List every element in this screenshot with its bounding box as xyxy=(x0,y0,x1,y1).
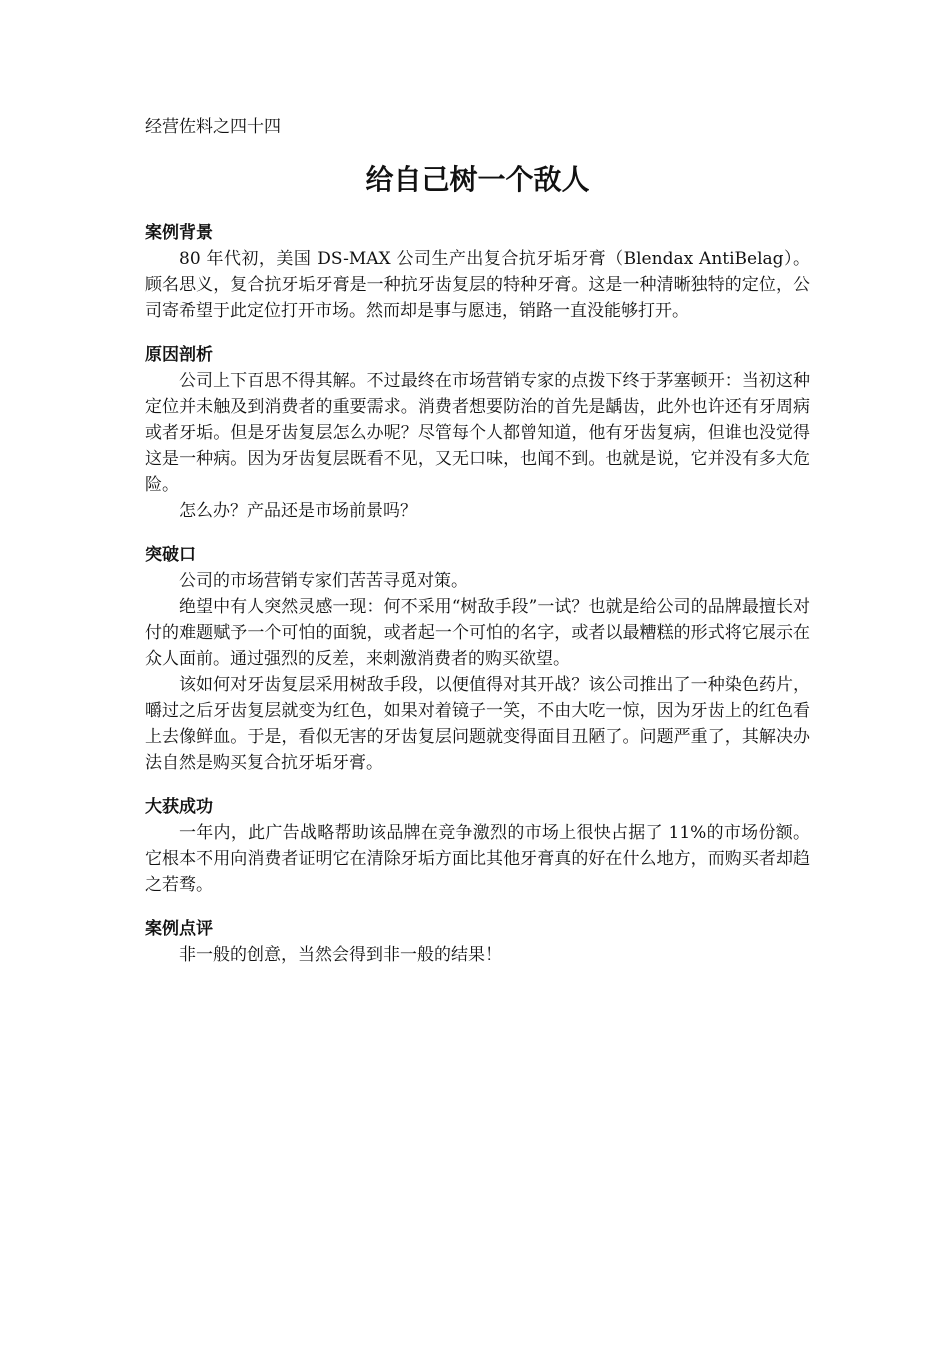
section-background xyxy=(145,220,810,324)
section-heading: 突破口 xyxy=(145,545,196,565)
document-page xyxy=(145,112,810,986)
section-breakthrough xyxy=(145,542,810,776)
section-heading: 案例背景 xyxy=(145,223,213,243)
section-analysis xyxy=(145,342,810,524)
paragraph: 80 年代初，美国 DS-MAX 公司生产出复合抗牙垢牙膏（Blendax AntiBelag）。顾名思义，复合抗牙垢牙膏是一种抗牙齿复层的特种牙膏。这是一种清晰独特的定位，公司寄希望于此定位打开市场。然而却是事与愿违，销路一直没能够打开。 xyxy=(145,249,810,321)
document-title: 给自己树一个敌人 xyxy=(365,163,590,196)
paragraph: 绝望中有人突然灵感一现：何不采用“树敌手段”一试？也就是给公司的品牌最擅长对付的难题赋予一个可怕的面貌，或者起一个可怕的名字，或者以最糟糕的形式将它展示在众人面前。通过强烈的反差，来刺激消费者的购买欲望。 xyxy=(145,597,810,669)
section-heading: 案例点评 xyxy=(145,919,213,939)
paragraph: 该如何对牙齿复层采用树敌手段，以便值得对其开战？该公司推出了一种染色药片，嚼过之后牙齿复层就变为红色，如果对着镜子一笑，不由大吃一惊，因为牙齿上的红色看上去像鲜血。于是，看似无害的牙齿复层问题就变得面目丑陋了。问题严重了，其解决办法自然是购买复合抗牙垢牙膏。 xyxy=(145,675,810,773)
paragraph: 非一般的创意，当然会得到非一般的结果！ xyxy=(179,945,502,965)
paragraph: 怎么办？产品还是市场前景吗？ xyxy=(179,501,417,521)
section-commentary xyxy=(145,916,810,968)
paragraph: 公司上下百思不得其解。不过最终在市场营销专家的点拨下终于茅塞顿开：当初这种定位并未触及到消费者的重要需求。消费者想要防治的首先是龋齿，此外也许还有牙周病或者牙垢。但是牙齿复层怎么办呢？尽管每个人都曾知道，他有牙齿复病，但谁也没觉得这是一种病。因为牙齿复层既看不见，又无口味，也闻不到。也就是说，它并没有多大危险。 xyxy=(145,371,810,495)
paragraph: 一年内，此广告战略帮助该品牌在竞争激烈的市场上很快占据了 11%的市场份额。它根本不用向消费者证明它在清除牙垢方面比其他牙膏真的好在什么地方，而购买者却趋之若骛。 xyxy=(145,823,810,895)
section-success xyxy=(145,794,810,898)
paragraph: 公司的市场营销专家们苦苦寻觅对策。 xyxy=(179,571,468,591)
section-heading: 原因剖析 xyxy=(145,345,213,365)
section-heading: 大获成功 xyxy=(145,797,213,817)
series-label: 经营佐料之四十四 xyxy=(145,117,281,137)
